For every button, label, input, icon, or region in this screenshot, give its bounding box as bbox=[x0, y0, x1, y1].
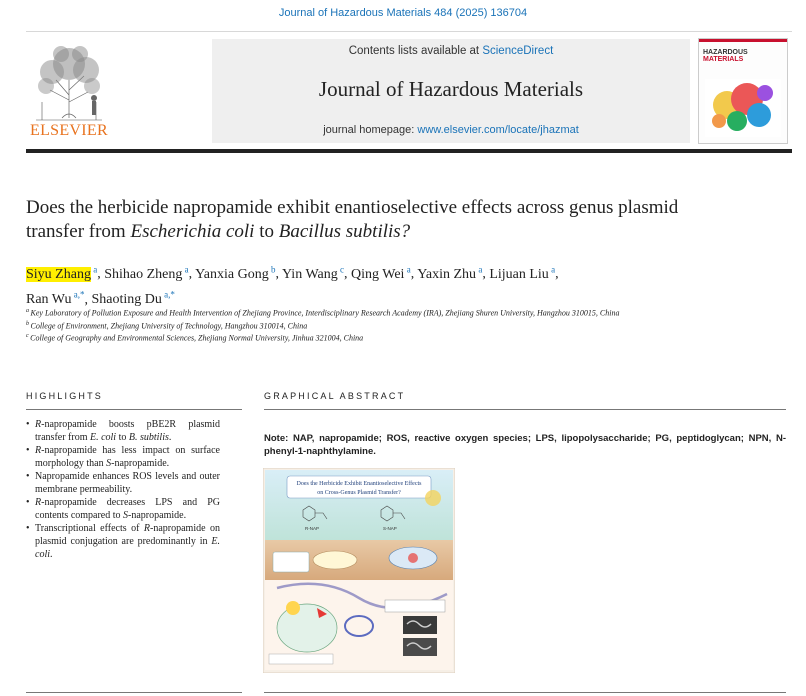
highlight-text: -napropamide. bbox=[128, 510, 187, 521]
affiliation-text: College of Environment, Zhejiang University of Technology, Hangzhou 310014, China bbox=[30, 321, 308, 331]
author[interactable] bbox=[417, 264, 483, 282]
title-part-1: Does the herbicide napropamide exhibit enantioselective effects across genus plasmid transfer from bbox=[26, 197, 679, 242]
elsevier-wordmark: ELSEVIER bbox=[30, 122, 108, 139]
author[interactable] bbox=[195, 264, 276, 282]
highlight-item bbox=[26, 418, 220, 444]
highlight-text: E. coli bbox=[89, 432, 117, 443]
journal-citation[interactable]: Journal of Hazardous Materials 484 (2025) 136704 bbox=[278, 7, 528, 19]
author-name[interactable]: Siyu Zhang bbox=[26, 266, 91, 282]
figure-label-snap: S-NAP bbox=[383, 526, 397, 531]
highlight-text: S bbox=[106, 458, 112, 469]
author[interactable] bbox=[281, 264, 344, 282]
affiliation-mark: c bbox=[26, 333, 31, 340]
header-thick-rule bbox=[26, 149, 792, 153]
author-separator: , bbox=[188, 266, 196, 282]
highlight-text: Napropamide enhances ROS levels and outer membrane permeability. bbox=[35, 471, 220, 495]
highlight-text: -napropamide on plasmid conjugation are predominantly in bbox=[35, 523, 220, 547]
contents-line bbox=[212, 45, 690, 57]
author[interactable] bbox=[489, 264, 556, 282]
affiliation-list bbox=[26, 306, 716, 344]
highlight-text: . bbox=[168, 432, 172, 443]
author-name[interactable]: Lijuan Liu bbox=[489, 266, 549, 282]
author-separator: , bbox=[344, 266, 351, 282]
bullet-icon: • bbox=[26, 445, 30, 456]
bullet-icon: • bbox=[26, 419, 30, 430]
homepage-prefix: journal homepage: bbox=[323, 124, 418, 136]
affiliation-mark: b bbox=[26, 320, 31, 327]
highlight-text: R bbox=[35, 445, 42, 456]
author-affiliation-mark[interactable]: a bbox=[404, 264, 411, 274]
bullet-icon: • bbox=[26, 523, 30, 534]
graphical-abstract-figure[interactable] bbox=[263, 468, 455, 673]
highlight-text: -napropamide decreases LPS and PG contents compared to bbox=[35, 497, 220, 521]
author-separator: , bbox=[97, 266, 105, 282]
highlight-item bbox=[26, 496, 220, 522]
article-title bbox=[26, 196, 726, 244]
highlight-text: R bbox=[35, 419, 42, 430]
author-separator: , bbox=[84, 292, 92, 308]
author-name[interactable]: Shaoting Du bbox=[91, 292, 162, 308]
highlights-list bbox=[26, 418, 220, 561]
highlight-text: . bbox=[50, 549, 53, 560]
author-name[interactable]: Yin Wang bbox=[281, 266, 338, 282]
footer-rule-left bbox=[26, 692, 242, 693]
title-part-2: to bbox=[254, 221, 279, 242]
author-separator: , bbox=[410, 266, 418, 282]
journal-name: Journal of Hazardous Materials bbox=[318, 77, 584, 101]
header-divider bbox=[26, 31, 792, 32]
highlight-text: S bbox=[123, 510, 129, 521]
cover-title-line-2: MATERIALS bbox=[703, 56, 744, 63]
author[interactable] bbox=[26, 264, 98, 282]
graphical-abstract-heading: GRAPHICAL ABSTRACT bbox=[264, 391, 406, 401]
highlight-text: -napropamide. bbox=[111, 458, 170, 469]
title-italic-2: Bacillus subtilis? bbox=[278, 221, 411, 242]
author-name[interactable]: Yanxia Gong bbox=[195, 266, 269, 282]
author-separator: , bbox=[482, 266, 490, 282]
cover-title bbox=[703, 49, 783, 63]
figure-label-rnap: R-NAP bbox=[305, 526, 320, 531]
highlight-text: B. subtilis bbox=[128, 432, 169, 443]
highlight-text: -napropamide boosts pBE2R plasmid transfer from bbox=[35, 419, 220, 443]
highlights-heading: HIGHLIGHTS bbox=[26, 391, 104, 401]
highlight-text: -napropamide has less impact on surface morphology than bbox=[35, 445, 220, 469]
affiliation bbox=[26, 331, 716, 344]
journal-banner bbox=[212, 39, 690, 143]
affiliation-text: Key Laboratory of Pollution Exposure and Health Intervention of Zhejiang Province, Interdisciplinary Research Academy (IRA), Zhejiang Shuren University, Hangzhou 310015, China bbox=[30, 308, 620, 318]
highlight-text: R bbox=[143, 523, 150, 534]
figure-title-line-1: Does the Herbicide Exhibit Enantioselective Effects bbox=[296, 481, 422, 487]
homepage-line bbox=[212, 124, 690, 136]
homepage-link[interactable]: www.elsevier.com/locate/jhazmat bbox=[417, 124, 579, 136]
highlight-text: Transcriptional effects of bbox=[35, 523, 144, 534]
affiliation bbox=[26, 306, 716, 319]
highlights-rule bbox=[26, 409, 242, 410]
cover-title-line-1: HAZARDOUS bbox=[703, 49, 748, 56]
highlight-item bbox=[26, 444, 220, 470]
sciencedirect-link[interactable]: ScienceDirect bbox=[482, 45, 554, 57]
graphical-abstract-rule bbox=[264, 409, 786, 410]
author-affiliation-mark[interactable]: a bbox=[90, 264, 98, 274]
author-list bbox=[26, 259, 726, 310]
author-affiliation-mark[interactable]: c bbox=[337, 264, 344, 274]
footer-rule-right bbox=[264, 692, 786, 693]
highlight-item bbox=[26, 470, 220, 496]
contents-prefix: Contents lists available at bbox=[348, 45, 483, 57]
author[interactable] bbox=[104, 264, 189, 282]
affiliation-mark: a bbox=[26, 308, 31, 314]
highlight-item bbox=[26, 522, 220, 561]
figure-title-line-2: on Cross-Genus Plasmid Transfer? bbox=[317, 490, 401, 496]
author-affiliation-mark[interactable]: b bbox=[268, 264, 276, 274]
author-name[interactable]: Shihao Zheng bbox=[104, 266, 183, 282]
author-affiliation-mark[interactable]: a,* bbox=[161, 289, 175, 300]
author[interactable] bbox=[351, 264, 411, 282]
highlight-text: R bbox=[35, 497, 42, 508]
author-affiliation-mark[interactable]: a bbox=[476, 264, 483, 274]
highlight-text: to bbox=[116, 432, 129, 443]
author-separator: , bbox=[275, 266, 282, 282]
author-affiliation-mark[interactable]: a,* bbox=[71, 289, 85, 300]
author-name[interactable]: Yaxin Zhu bbox=[417, 266, 477, 282]
bullet-icon: • bbox=[26, 497, 30, 508]
journal-cover-thumbnail[interactable] bbox=[698, 38, 788, 144]
title-italic-1: Escherichia coli bbox=[130, 221, 255, 242]
affiliation-text: College of Geography and Environmental Sciences, Zhejiang Normal University, Jinhua 321004, China bbox=[30, 333, 364, 343]
author-separator: , bbox=[555, 266, 559, 282]
graphical-abstract-note: Note: NAP, napropamide; ROS, reactive oxygen species; LPS, lipopolysaccharide; PG, peptidoglycan; NPN, N-phenyl-1-naphthylamine. bbox=[264, 433, 786, 457]
author-affiliation-mark[interactable]: a bbox=[182, 264, 189, 274]
highlight-text: E. coli bbox=[35, 536, 220, 560]
bullet-icon: • bbox=[26, 471, 30, 482]
author-name[interactable]: Qing Wei bbox=[351, 266, 405, 282]
affiliation bbox=[26, 319, 716, 332]
author-affiliation-mark[interactable]: a bbox=[548, 264, 556, 274]
author-name[interactable]: Ran Wu bbox=[26, 292, 72, 308]
